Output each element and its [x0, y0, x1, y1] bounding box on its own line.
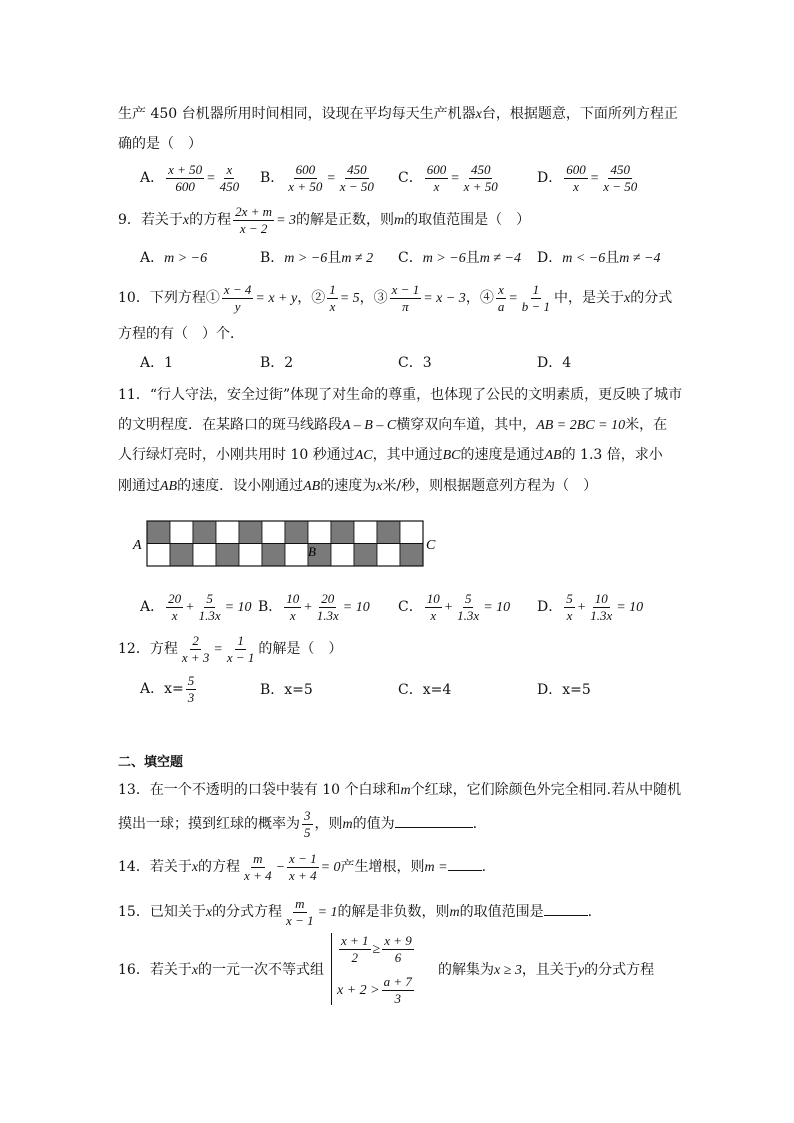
zebra-crossing-figure — [130, 518, 440, 570]
q16-stem-right: 的解集为x ≥ 3，且关于y的分式方程 — [438, 962, 655, 978]
q12-option-c: C．x=4 — [398, 682, 452, 698]
q11-stem-line4: 刚通过AB的速度．设小刚通过AB的速度为x米/秒，则根据题意列方程为（ ） — [118, 478, 598, 494]
q16-inequality-1: $\frac{x + 1}{2}$ ≥ $\frac{x + 9}{6}$ — [341, 933, 412, 965]
q11-option-d: D． $\frac{5}{x}$ + $\frac{10}{1.3x}$ = 10 — [537, 591, 644, 623]
crossing-stripe — [400, 521, 423, 544]
q10-stem: 10．下列方程① $\frac{x - 4}{y}$ = x + y，② $\frac{1}{x}$ = 5，③ $\frac{x - 1}{\pi}$ = x − 3，④ $\frac{x}{a}$ = $\frac{1}{b - 1}$ 中，是关于x的分式 — [118, 282, 673, 314]
crossing-stripe — [147, 544, 170, 567]
q14-stem: 14．若关于x的方程 $\frac{m}{x + 4}$ − $\frac{x - 1}{x + 4}$ = 0产生增根，则m = . — [118, 851, 487, 883]
q11-option-c: C． $\frac{10}{x}$ + $\frac{5}{1.3x}$ = 10 — [398, 591, 511, 623]
q9-option-a: A．m > −6 — [140, 250, 208, 266]
q13-stem-line1: 13．在一个不透明的口袋中装有 10 个白球和m个红球，它们除颜色外完全相同.若从中随机 — [118, 782, 682, 798]
crossing-stripe — [331, 544, 354, 567]
q12-option-d: D．x=5 — [537, 682, 591, 698]
q10-stem-line2: 方程的有（ ）个． — [118, 326, 244, 342]
q11-stem-line2: 的文明程度．在某路口的斑马线路段A – B – C横穿双向车道，其中，AB = 2BC = 10米，在 — [118, 417, 668, 433]
q8-stem-line1: 生产 450 台机器所用时间相同，设现在平均每天生产机器x台，根据题意，下面所列方程正 — [118, 106, 678, 122]
q11-option-b: B． $\frac{10}{x}$ + $\frac{20}{1.3x}$ = 10 — [258, 591, 370, 623]
crossing-stripe — [170, 544, 193, 567]
crossing-stripe — [377, 521, 400, 544]
crossing-stripe — [262, 521, 285, 544]
section-heading-fill-in: 二、填空题 — [118, 755, 184, 770]
q16-inequality-2: x + 2 > $\frac{a + 7}{3}$ — [337, 974, 412, 1006]
q9-stem: 9．若关于x的方程 $\frac{2x + m}{x - 2}$ = 3的解是正数，则m的取值范围是（ ） — [118, 204, 531, 236]
q16-stem-left: 16．若关于x的一元一次不等式组 — [118, 962, 325, 978]
inequality-system-brace — [331, 933, 332, 1005]
q11-stem-line3: 人行绿灯亮时，小刚共用时 10 秒通过AC，其中通过BC的速度是通过AB的 1.3 倍，求小 — [118, 447, 663, 463]
q11-option-a: A． $\frac{20}{x}$ + $\frac{5}{1.3x}$ = 10 — [140, 591, 252, 623]
q11-stem-line1: 11．“行人守法，安全过街”体现了对生命的尊重，也体现了公民的文明素质，更反映了城市 — [118, 387, 683, 403]
crossing-stripe — [193, 521, 216, 544]
q14-answer-blank[interactable] — [448, 858, 482, 871]
q9-option-d: D．m < −6且m ≠ −4 — [537, 250, 661, 266]
q8-option-a: A． $\frac{x + 50}{600}$ = $\frac{x}{450}$ — [140, 162, 240, 194]
point-c-label: C — [426, 538, 436, 553]
crossing-stripe — [400, 544, 423, 567]
q10-option-b: B．2 — [260, 355, 294, 371]
crossing-stripe — [193, 544, 216, 567]
q15-answer-blank[interactable] — [544, 903, 588, 916]
crossing-stripe — [170, 521, 193, 544]
q15-stem: 15．已知关于x的分式方程 $\frac{m}{x - 1}$ = 1的解是非负数，则m的取值范围是 . — [118, 896, 593, 928]
crossing-stripe — [331, 521, 354, 544]
q8-stem-line2: 确的是（ ） — [118, 136, 202, 152]
q12-stem: 12．方程 $\frac{2}{x + 3}$ = $\frac{1}{x - 1}$ 的解是（ ） — [118, 633, 343, 665]
q10-option-c: C．3 — [398, 355, 432, 371]
crossing-stripe — [377, 544, 400, 567]
q9-option-c: C．m > −6且m ≠ −4 — [398, 250, 521, 266]
q8-option-d: D． $\frac{600}{x}$ = $\frac{450}{x - 50}$ — [537, 162, 638, 194]
crossing-stripe — [147, 521, 170, 544]
crossing-stripe — [239, 521, 262, 544]
crossing-stripe — [239, 544, 262, 567]
point-b-label: B — [308, 544, 316, 559]
q12-option-b: B．x=5 — [260, 682, 313, 698]
crossing-stripe — [216, 521, 239, 544]
crossing-stripe — [216, 544, 239, 567]
crossing-stripe — [354, 521, 377, 544]
crossing-stripe — [308, 521, 331, 544]
point-a-label: A — [133, 538, 142, 553]
q13-answer-blank[interactable] — [395, 815, 473, 828]
q13-stem-line2: 摸出一球；摸到红球的概率为 $\frac{3}{5}$ ，则m的值为 . — [118, 808, 478, 840]
crossing-stripe — [285, 521, 308, 544]
q12-option-a: A．x= $\frac{5}{3}$ — [140, 673, 195, 705]
q10-option-d: D．4 — [537, 355, 572, 371]
crossing-stripe — [354, 544, 377, 567]
q8-option-c: C． $\frac{600}{x}$ = $\frac{450}{x + 50}$ — [398, 162, 498, 194]
q9-option-b: B．m > −6且m ≠ 2 — [260, 250, 374, 266]
crossing-stripe — [262, 544, 285, 567]
q10-option-a: A．1 — [140, 355, 174, 371]
q8-option-b: B． $\frac{600}{x + 50}$ = $\frac{450}{x - 50}$ — [260, 162, 374, 194]
crossing-stripe — [285, 544, 308, 567]
